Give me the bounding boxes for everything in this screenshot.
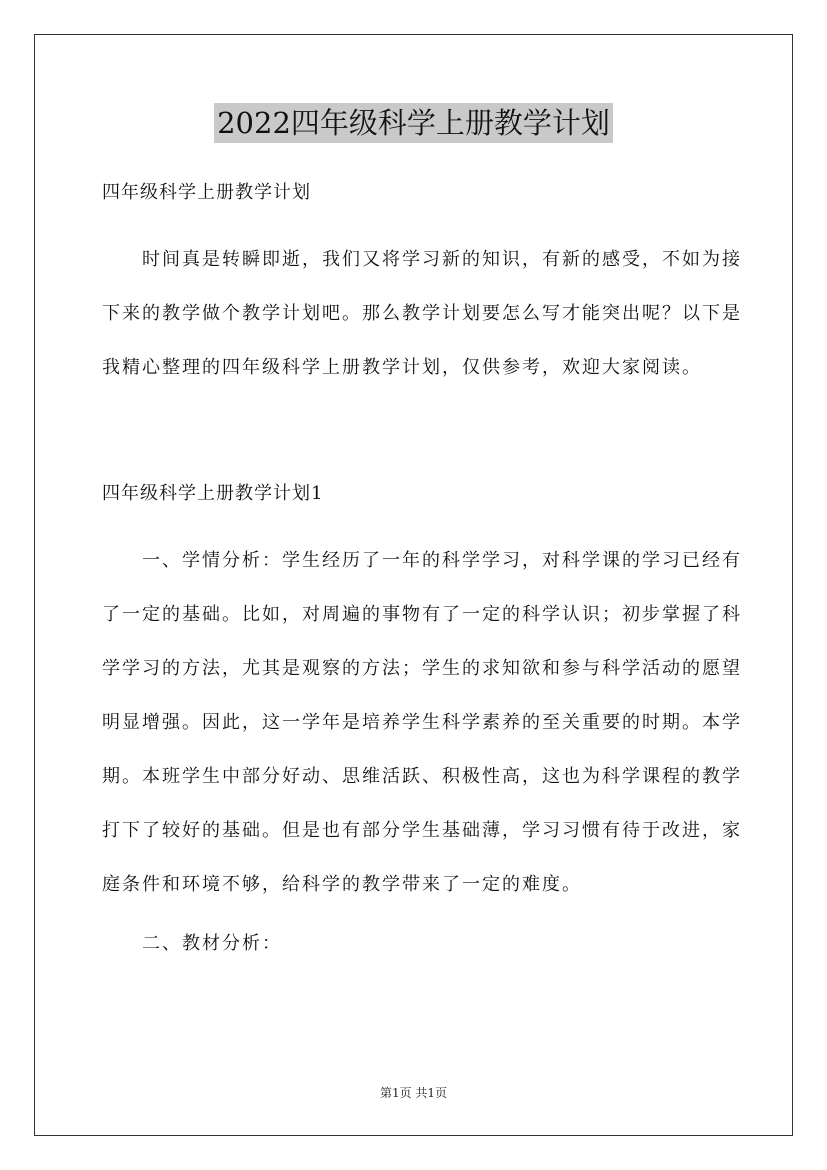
document-body	[102, 178, 742, 971]
intro-paragraph: 时间真是转瞬即逝，我们又将学习新的知识，有新的感受，不如为接下来的教学做个教学计划吧。那么教学计划要怎么写才能突出呢？以下是我精心整理的四年级科学上册教学计划，仅供参考，欢迎大家阅读。	[102, 249, 742, 378]
analysis-paragraph: 一、学情分析：学生经历了一年的科学学习，对科学课的学习已经有了一定的基础。比如，对周遍的事物有了一定的科学认识；初步掌握了科学学习的方法，尤其是观察的方法；学生的求知欲和参与科学活动的愿望明显增强。因此，这一学年是培养学生科学素养的至关重要的时期。本学期。本班学生中部分好动、思维活跃、积极性高，这也为科学课程的教学打下了较好的基础。但是也有部分学生基础薄，学习习惯有待于改进，家庭条件和环境不够，给科学的教学带来了一定的难度。	[102, 550, 742, 895]
page-footer: 第1页 共1页	[379, 1086, 448, 1100]
title-container	[0, 103, 827, 143]
section-heading: 四年级科学上册教学计划1	[102, 483, 324, 504]
subheading: 四年级科学上册教学计划	[102, 182, 311, 203]
textbook-analysis-heading: 二、教材分析：	[142, 933, 282, 954]
document-title: 2022四年级科学上册教学计划	[214, 103, 613, 143]
